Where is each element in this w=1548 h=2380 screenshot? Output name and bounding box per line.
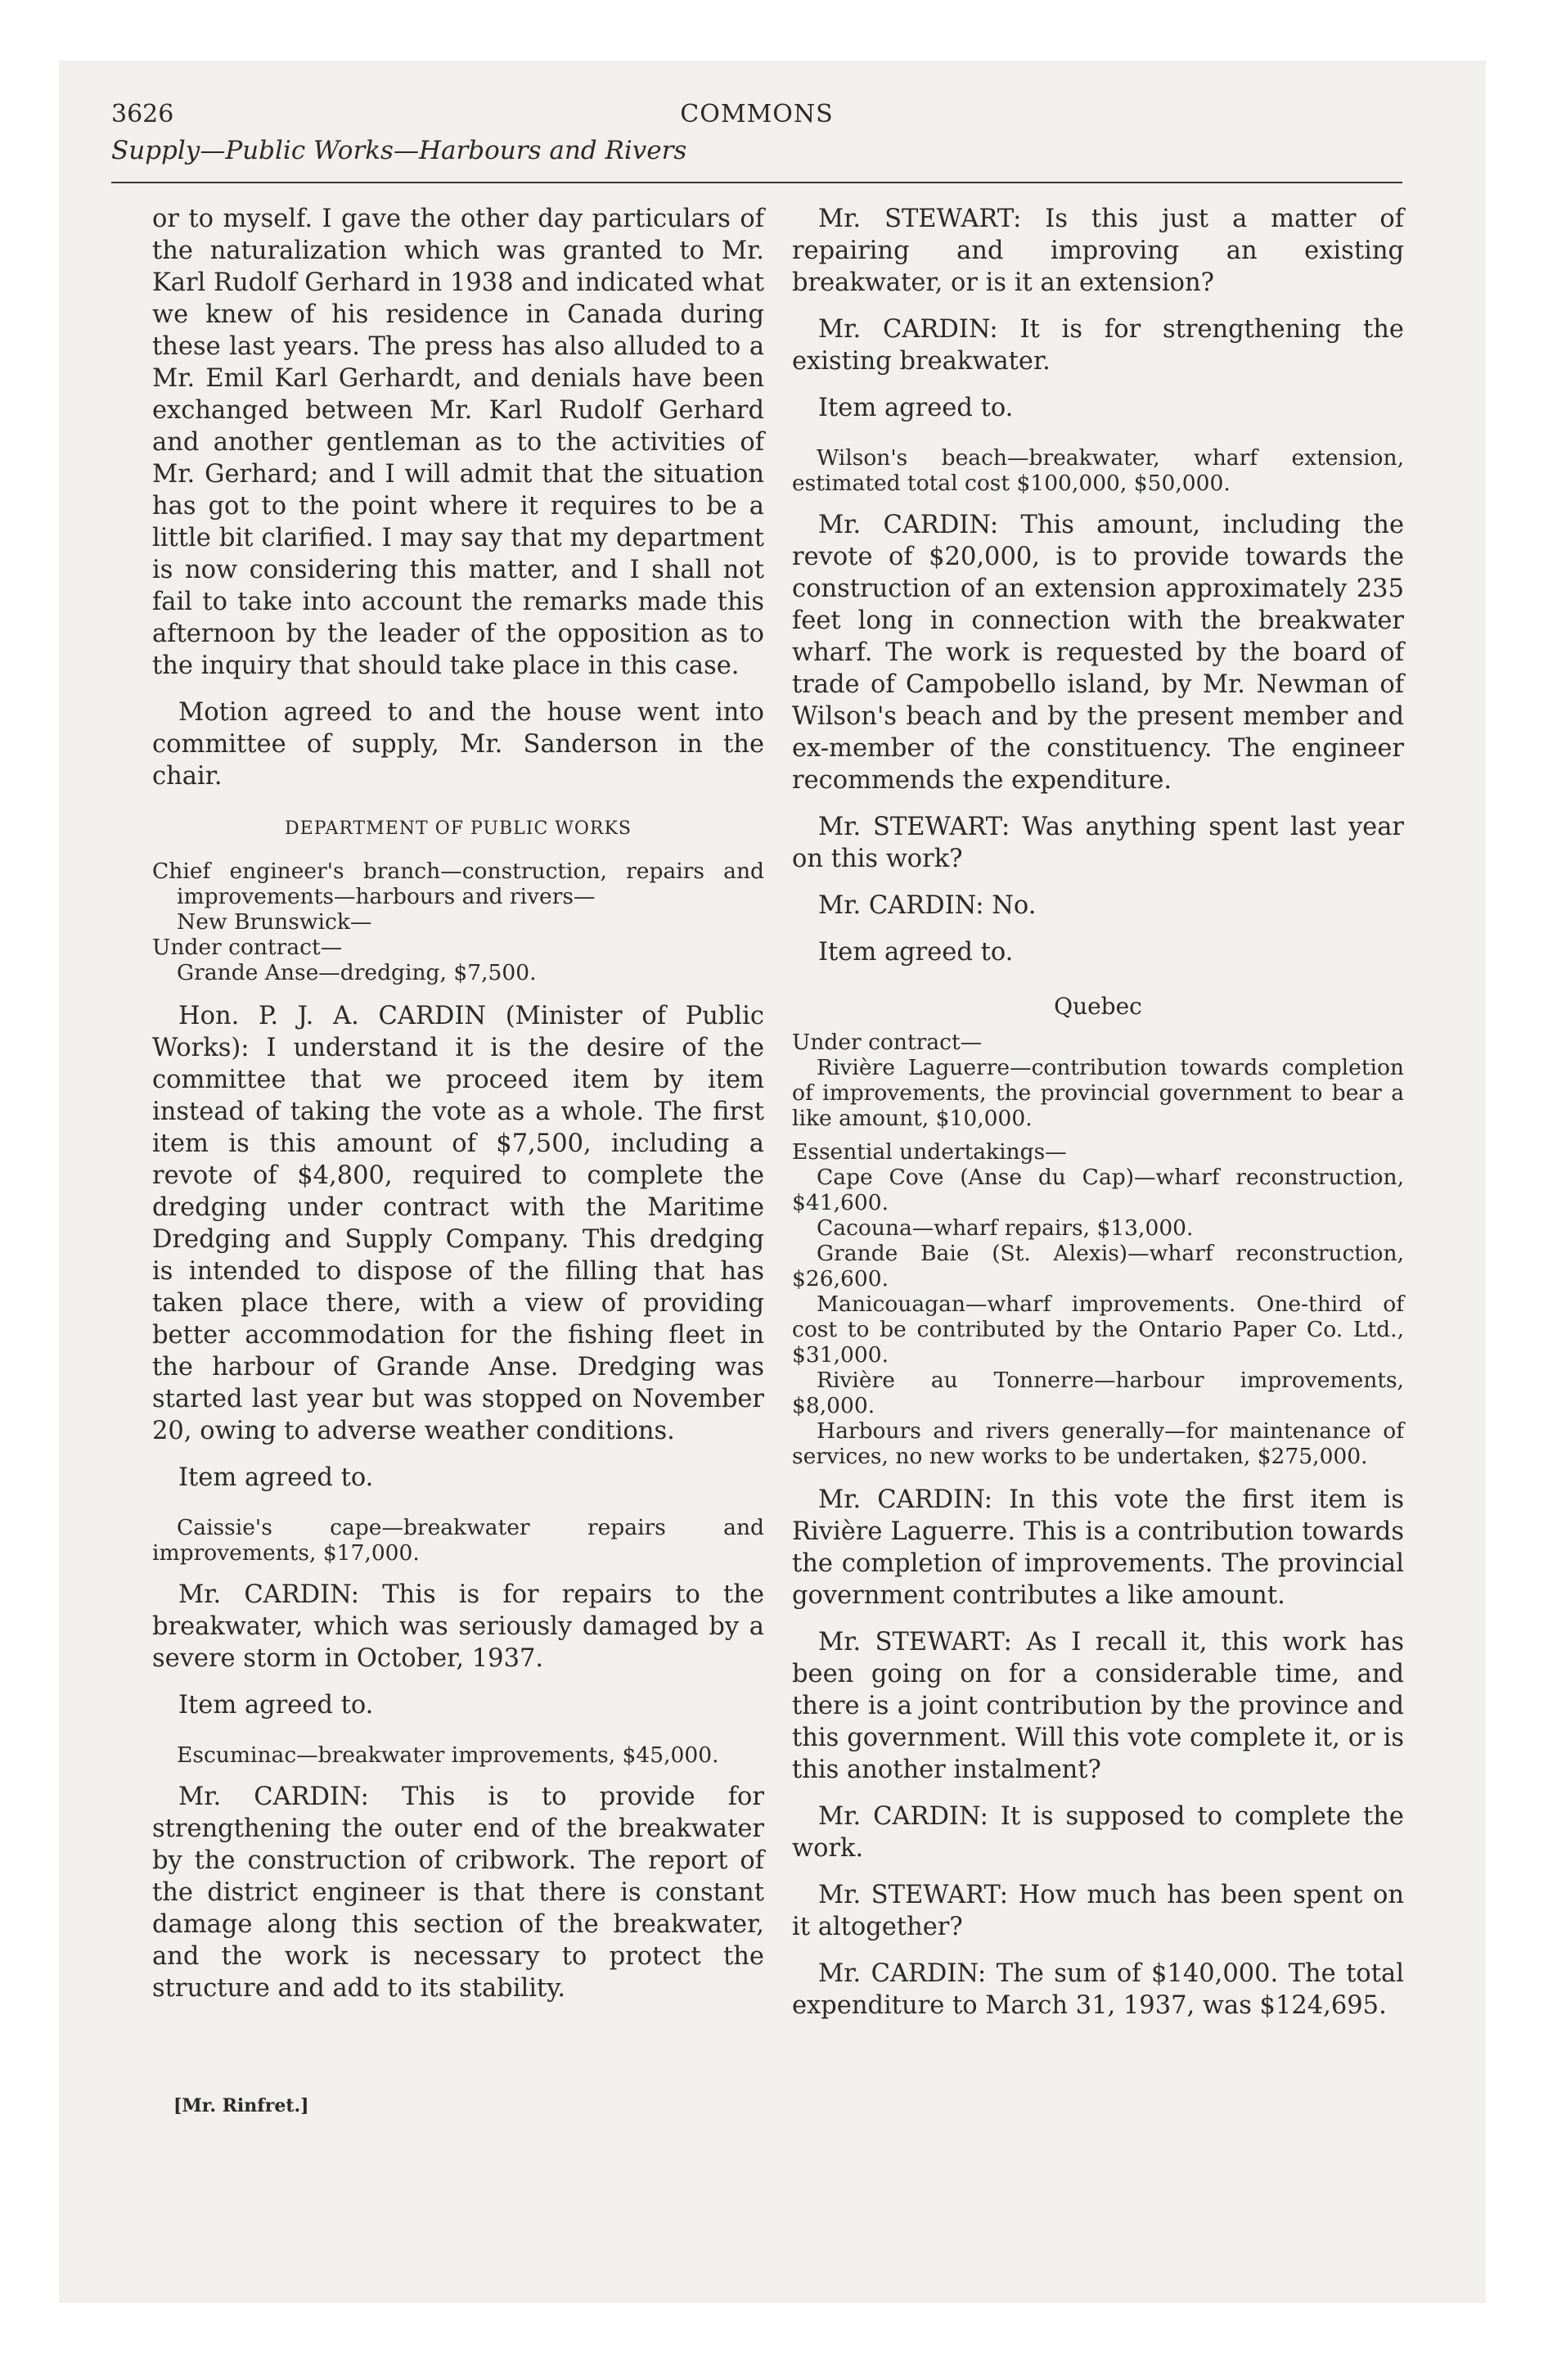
header-rule (111, 182, 1402, 183)
paragraph: Mr. STEWART: As I recall it, this work has been going on for a considerable time, and there is a joint contribution by the province and this government. Will this vote complete it, or is this another instalment? (792, 1628, 1404, 1784)
item-entry: Manicouagan—wharf improvements. One-third of cost to be contributed by the Ontario Paper Co. Ltd., $31,000. (792, 1291, 1404, 1368)
right-column (792, 203, 1404, 2036)
item-entry: Wilson's beach—breakwater, wharf extension, estimated total cost $100,000, $50,000. (792, 445, 1404, 496)
branch-heading: Chief engineer's branch—construction, repairs and improvements—harbours and rivers— (152, 859, 764, 909)
item-entry: Cacouna—wharf repairs, $13,000. (817, 1215, 1194, 1241)
under-contract-heading: Under contract— (792, 1030, 983, 1055)
item-agreed: Item agreed to. (178, 1691, 374, 1720)
paragraph: or to myself. I gave the other day particulars of the naturalization which was granted to Mr. Karl Rudolf Gerhard in 1938 and indicated what we knew of his residence in Canada during these last years. The press has also alluded to a Mr. Emil Karl Gerhardt, and denials have been exchanged between Mr. Karl Rudolf Gerhard and another gentleman as to the activities of Mr. Gerhard; and I will admit that the situation has got to the point where it requires to be a little bit clarified. I may say that my department is now considering this matter, and I shall not fail to take into account the remarks made this afternoon by the leader of the opposition as to the inquiry that should take place in this case. (152, 205, 764, 680)
department-heading: DEPARTMENT OF PUBLIC WORKS (285, 818, 632, 839)
running-title: COMMONS (680, 100, 834, 128)
section-subtitle: Supply—Public Works—Harbours and Rivers (111, 136, 687, 165)
item-entry: Cape Cove (Anse du Cap)—wharf reconstruction, $41,600. (792, 1165, 1404, 1215)
left-column (152, 203, 764, 2019)
item-entry: Escuminac—breakwater improvements, $45,000. (177, 1742, 719, 1768)
item-entry: Caissie's cape—breakwater repairs and improvements, $17,000. (152, 1515, 764, 1566)
paragraph: Mr. CARDIN: This is for repairs to the breakwater, which was seriously damaged by a severe storm in October, 1937. (152, 1580, 764, 1673)
item-entry: Harbours and rivers generally—for maintenance of services, no new works to be undertaken, $275,000. (792, 1418, 1404, 1469)
item-entry: Grande Anse—dredging, $7,500. (177, 960, 537, 985)
item-agreed: Item agreed to. (818, 938, 1014, 967)
speaker-footnote: [Mr. Rinfret.] (173, 2095, 309, 2116)
essential-undertakings-heading: Essential undertakings— (792, 1139, 1067, 1165)
item-agreed: Item agreed to. (818, 394, 1014, 422)
province-heading: New Brunswick— (177, 909, 372, 935)
paragraph: Mr. STEWART: How much has been spent on it altogether? (792, 1881, 1404, 1941)
paragraph: Motion agreed to and the house went into committee of supply, Mr. Sanderson in the chair. (152, 698, 764, 791)
paragraph: Mr. STEWART: Is this just a matter of repairing and improving an existing breakwater, or is it an extension? (792, 205, 1404, 297)
province-heading: Quebec (1054, 993, 1142, 1020)
under-contract-heading: Under contract— (152, 935, 343, 960)
paragraph: Mr. CARDIN: It is for strengthening the existing breakwater. (792, 315, 1404, 376)
item-entry: Rivière au Tonnerre—harbour improvements, $8,000. (792, 1368, 1404, 1418)
item-entry: Rivière Laguerre—contribution towards completion of improvements, the provincial government to bear a like amount, $10,000. (792, 1055, 1404, 1131)
paragraph: Mr. CARDIN: This is to provide for strengthening the outer end of the breakwater by the construction of cribwork. The report of the district engineer is that there is constant damage along this section of the breakwater, and the work is necessary to protect the structure and add to its stability. (152, 1783, 764, 2003)
paragraph: Mr. STEWART: Was anything spent last year on this work? (792, 813, 1404, 873)
paragraph: Hon. P. J. A. CARDIN (Minister of Public Works): I understand it is the desire of the committee that we proceed item by item instead of taking the vote as a whole. The first item is this amount of $7,500, including a revote of $4,800, required to complete the dredging under contract with the Maritime Dredging and Supply Company. This dredging is intended to dispose of the filling that has taken place there, with a view of providing better accommodation for the fishing fleet in the harbour of Grande Anse. Dredging was started last year but was stopped on November 20, owing to adverse weather conditions. (152, 1002, 764, 1445)
paragraph: Mr. CARDIN: This amount, including the revote of $20,000, is to provide towards the construction of an extension approximately 235 feet long in connection with the breakwater wharf. The work is requested by the board of trade of Campobello island, by Mr. Newman of Wilson's beach and by the present member and ex-member of the constituency. The engineer recommends the expenditure. (792, 511, 1404, 795)
item-entry: Grande Baie (St. Alexis)—wharf reconstruction, $26,600. (792, 1241, 1404, 1291)
paragraph: Mr. CARDIN: In this vote the first item is Rivière Laguerre. This is a contribution towards the completion of improvements. The provincial government contributes a like amount. (792, 1485, 1404, 1610)
item-agreed: Item agreed to. (178, 1463, 374, 1492)
paragraph: Mr. CARDIN: No. (818, 891, 1037, 920)
paragraph: Mr. CARDIN: The sum of $140,000. The total expenditure to March 31, 1937, was $124,695. (792, 1959, 1404, 2020)
page-number: 3626 (111, 100, 174, 128)
paragraph: Mr. CARDIN: It is supposed to complete the work. (792, 1802, 1404, 1863)
